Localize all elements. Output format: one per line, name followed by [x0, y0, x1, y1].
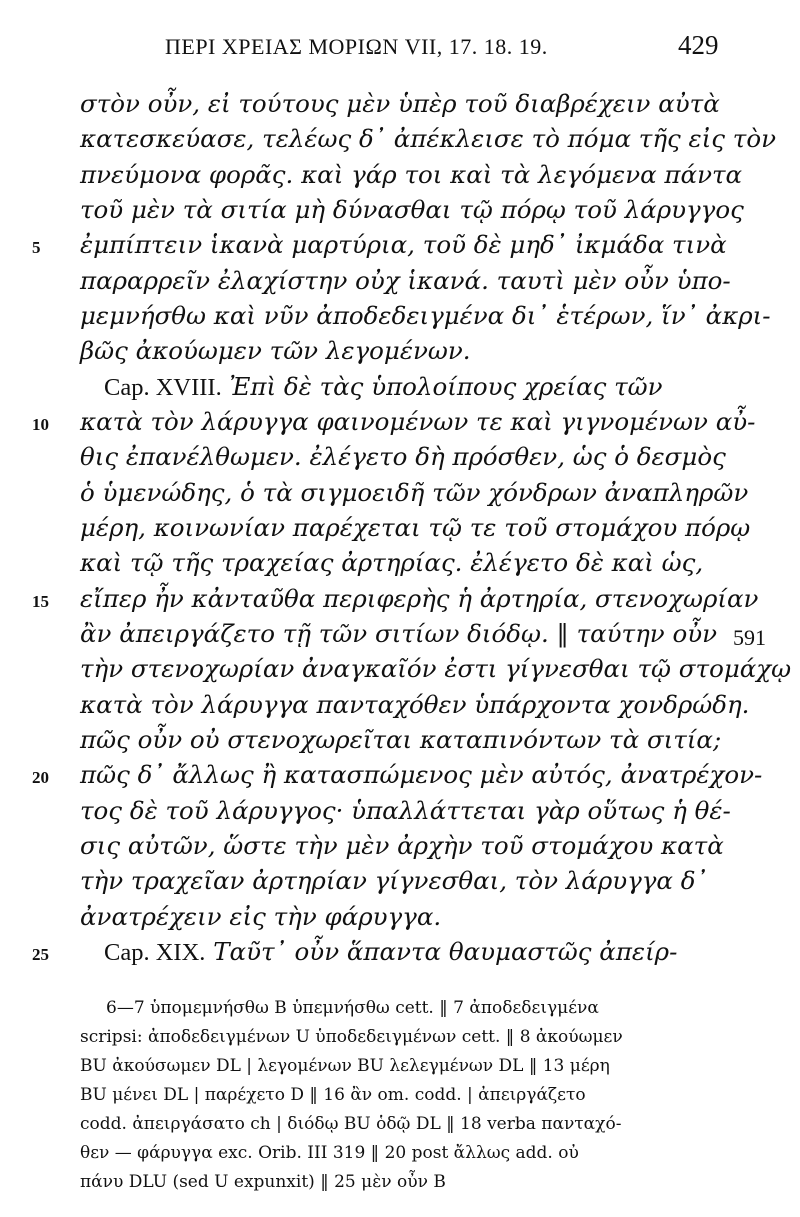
footnote-line: scripsi: ἀποδεδειγμένων U ὑποδεδειγμένων cett. ‖ 8 ἀκούωμεν	[80, 1027, 623, 1047]
chapter-18-line	[104, 371, 663, 401]
page-number: 429	[678, 30, 719, 60]
text-line: πνεύμονα φορᾶς. καὶ γάρ τοι καὶ τὰ λεγόμενα πάντα	[80, 159, 743, 189]
text-line: παραρρεῖν ἐλαχίστην οὐχ ἱκανά. ταυτὶ μὲν οὖν ὑπο-	[80, 265, 731, 295]
line-number: 10	[32, 415, 49, 435]
text-line: τοῦ μὲν τὰ σιτία μὴ δύνασθαι τῷ πόρῳ τοῦ λάρυγγος	[80, 195, 744, 224]
line-number: 15	[32, 591, 49, 611]
text-line: Ταῦτ᾽ οὖν ἅπαντα θαυμαστῶς ἀπείρ-	[213, 937, 678, 966]
text-line: Ἐπὶ δὲ τὰς ὑπολοίπους χρείας τῶν	[229, 371, 663, 401]
chapter-19-line	[104, 937, 678, 966]
text-line: στὸν οὖν, εἰ τούτους μὲν ὑπὲρ τοῦ διαβρέχειν αὐτὰ	[80, 89, 720, 118]
line-number: 5	[32, 238, 41, 258]
text-line: ὁ ὑμενώδης, ὁ τὰ σιγμοειδῆ τῶν χόνδρων ἀναπληρῶν	[80, 477, 749, 507]
footnote-line: θεν — φάρυγγα exc. Orib. III 319 ‖ 20 post ἄλλως add. οὐ	[80, 1143, 579, 1163]
text-line: βῶς ἀκούωμεν τῶν λεγομένων.	[80, 336, 471, 366]
text-line: θις ἐπανέλθωμεν. ἐλέγετο δὴ πρόσθεν, ὡς ὁ δεσμὸς	[80, 442, 726, 472]
page-header	[0, 30, 800, 74]
text-line: μεμνήσθω καὶ νῦν ἀποδεδειγμένα δι᾽ ἑτέρων, ἵν᾽ ἀκρι-	[80, 301, 771, 330]
text-line: καὶ τῷ τῆς τραχείας ἀρτηρίας. ἐλέγετο δὲ καὶ ὡς,	[80, 548, 704, 578]
footnote-line: πάνυ DLU (sed U expunxit) ‖ 25 μὲν οὖν B	[80, 1172, 446, 1192]
text-line: ἂν ἀπειργάζετο τῇ τῶν σιτίων διόδῳ. ‖ ταύτην οὖν	[80, 619, 718, 648]
text-line: ἐμπίπτειν ἱκανὰ μαρτύρια, τοῦ δὲ μηδ᾽ ἰκμάδα τινὰ	[80, 230, 727, 260]
text-line: σις αὐτῶν, ὥστε τὴν μὲν ἀρχὴν τοῦ στομάχου κατὰ	[80, 831, 724, 860]
text-line: κατὰ τὸν λάρυγγα φαινομένων τε καὶ γιγνομένων αὖ-	[80, 407, 756, 436]
text-line: ἀνατρέχειν εἰς τὴν φάρυγγα.	[80, 901, 442, 931]
text-line: πῶς δ᾽ ἄλλως ἢ κατασπώμενος μὲν αὐτός, ἀνατρέχον-	[80, 760, 763, 790]
text-line: εἴπερ ἦν κἀνταῦθα περιφερὴς ἡ ἀρτηρία, στενοχωρίαν	[80, 583, 759, 613]
line-number: 20	[32, 768, 49, 788]
footnote-line: BU μένει DL | παρέχετο D ‖ 16 ἂν om. codd. | ἀπειργάζετο	[80, 1085, 586, 1105]
text-line: τὴν τραχεῖαν ἀρτηρίαν γίγνεσθαι, τὸν λάρυγγα δ᾽	[80, 866, 708, 896]
text-line: μέρη, κοινωνίαν παρέχεται τῷ τε τοῦ στομάχου πόρῳ	[80, 513, 751, 542]
text-line: κατεσκεύασε, τελέως δ᾽ ἀπέκλεισε τὸ πόμα τῆς εἰς τὸν	[80, 124, 776, 154]
footnote-line: BU ἀκούσωμεν DL | λεγομένων BU λελεγμένων DL ‖ 13 μέρη	[80, 1056, 610, 1076]
footnote-line: codd. ἀπειργάσατο ch | διόδῳ BU ὁδῷ DL ‖ 18 verba πανταχό-	[80, 1114, 622, 1134]
text-line: τὴν στενοχωρίαν ἀναγκαῖόν ἐστι γίγνεσθαι τῷ στομάχῳ	[80, 654, 792, 684]
running-title: ΠΕΡΙ ΧΡΕΙΑΣ ΜΟΡΙΩΝ VII, 17. 18. 19.	[165, 34, 548, 59]
line-number: 25	[32, 945, 49, 965]
footnote-line: 6—7 ὑπομεμνήσθω B ὑπεμνήσθω cett. ‖ 7 ἀποδεδειγμένα	[106, 998, 599, 1018]
text-line: κατὰ τὸν λάρυγγα πανταχόθεν ὑπάρχοντα χονδρώδη.	[80, 689, 750, 719]
chapter-label: Cap. XVIII.	[104, 373, 222, 401]
text-line: πῶς οὖν οὐ στενοχωρεῖται καταπινόντων τὰ σιτία;	[80, 725, 722, 754]
chapter-label: Cap. XIX.	[104, 939, 206, 966]
margin-page-ref: 591	[733, 624, 766, 650]
text-line: τος δὲ τοῦ λάρυγγος· ὑπαλλάττεται γὰρ οὕτως ἡ θέ-	[80, 795, 731, 825]
